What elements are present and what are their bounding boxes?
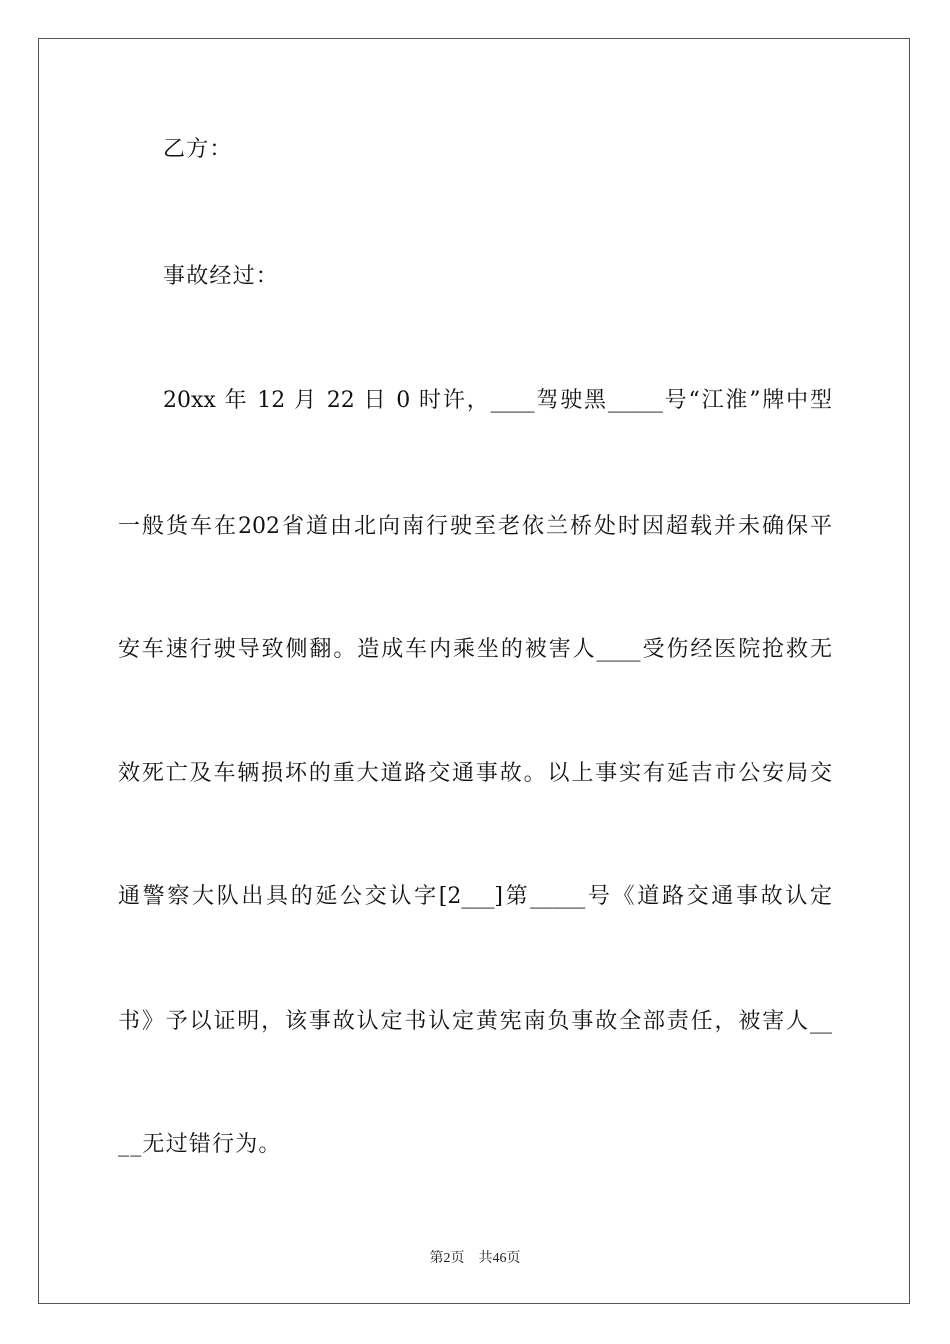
paragraph-line-3: 安车速行驶导致侧翻。造成车内乘坐的被害人____受伤经医院抢救无 [118,637,832,662]
page-border [38,38,910,1304]
accident-process-heading: 事故经过： [163,264,280,289]
party-b-label: 乙方： [163,137,233,162]
paragraph-line-5: 通警察大队出具的延公交认字[2___]第_____号《道路交通事故认定 [118,884,832,909]
paragraph-line-1: 20xx 年 12 月 22 日 0 时许，____驾驶黑_____号“江淮”牌中型 [163,388,832,413]
paragraph-line-6: 书》予以证明，该事故认定书认定黄宪南负事故全部责任，被害人__ [118,1009,832,1034]
paragraph-line-4: 效死亡及车辆损坏的重大道路交通事故。以上事实有延吉市公安局交 [118,761,832,786]
paragraph-line-7: __无过错行为。 [118,1132,282,1157]
page-number-footer: 第2页 共46页 [429,1251,521,1266]
paragraph-line-2: 一般货车在202省道由北向南行驶至老依兰桥处时因超载并未确保平 [118,514,832,539]
